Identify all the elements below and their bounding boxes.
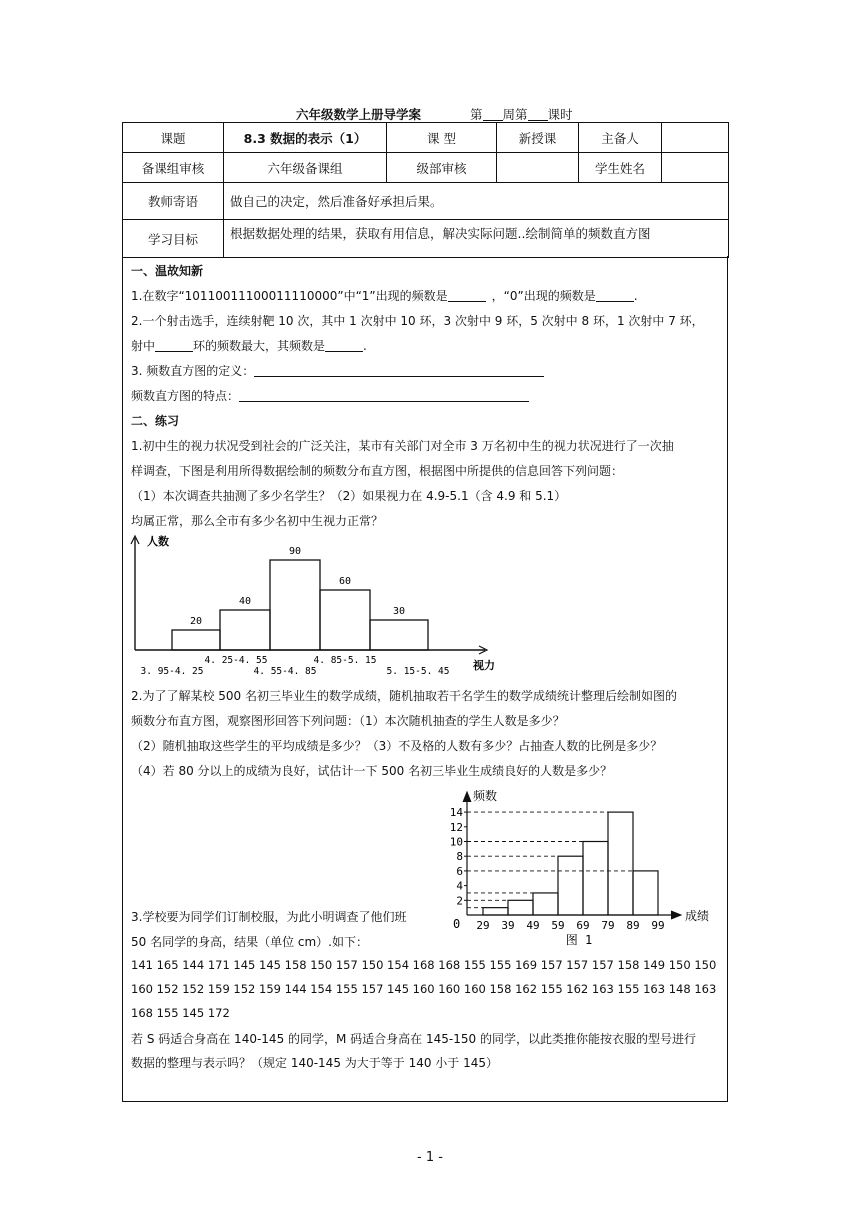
y-tick-14: 14: [449, 806, 463, 820]
info-row-learning-goal: [123, 220, 729, 258]
info-row-teacher-message: [123, 183, 729, 220]
student-name-value: [662, 153, 729, 183]
q2-blank-2[interactable]: [325, 339, 363, 352]
q1-text-c: .: [633, 289, 638, 303]
problem-1-line-3: （1）本次调查共抽测了多少名学生？（2）如果视力在 4.9-5.1（含 4.9 和 5.1）: [131, 489, 567, 503]
tick-label-3.95-4.25: 3. 95-4. 25: [140, 666, 204, 677]
group-review-value: 六年级备课组: [224, 153, 387, 183]
problem-2-line-3: （2）随机抽取这些学生的平均成绩是多少？（3）不及格的人数有多少？占抽查人数的比例是多少？: [131, 739, 663, 753]
x-tick-29: 29: [476, 919, 490, 932]
lesson-type-value: 新授课: [497, 123, 579, 153]
q2-blank-1[interactable]: [155, 339, 193, 352]
problem-1-line-1: 1.初中生的视力状况受到社会的广泛关注，某市有关部门对全市 3 万名初中生的视力状况进行了一次抽: [131, 439, 674, 453]
x-tick-89: 89: [626, 919, 640, 932]
week-label-middle: 周第: [502, 107, 528, 122]
teacher-message-value: 做自己的决定，然后准备好承担后果。: [224, 183, 729, 220]
q1-text-b: ，“0”出现的频数是: [491, 289, 596, 303]
question-1: [131, 287, 638, 304]
lesson-label-suffix: 课时: [547, 107, 573, 122]
problem-1-line-2: 样调查，下图是利用所得数据绘制的频数分布直方图，根据图中所提供的信息回答下列问题：: [131, 464, 624, 478]
lead-preparer-value: [662, 123, 729, 153]
y-axis-label: 人数: [147, 535, 169, 548]
y-tick-4: 4: [456, 879, 463, 893]
dept-review-label: 级部审核: [387, 153, 497, 183]
question-3-line-2: [131, 387, 529, 404]
x-axis-label: 成绩: [685, 909, 710, 923]
section2-heading: 二、练习: [131, 414, 180, 428]
section1-heading: 一、温故知新: [131, 264, 204, 278]
learning-goal-label: 学习目标: [123, 220, 224, 258]
topic-label: 课题: [123, 123, 224, 153]
q3-text-a: 3. 频数直方图的定义：: [131, 364, 255, 378]
height-data-line-2: 160 152 152 159 152 159 144 154 155 157 145 160 160 160 158 162 155 162 163 155 163 148 163: [131, 982, 717, 996]
x-tick-59: 59: [551, 919, 565, 932]
bar-49-59: [533, 893, 558, 915]
tick-label-4.85-5.15: 4. 85-5. 15: [313, 655, 377, 666]
problem-3-line-1: 3.学校要为同学们订制校服，为此小明调查了他们班: [131, 910, 407, 924]
bar-3.95-4.25: [172, 630, 220, 650]
y-tick-2: 2: [456, 894, 463, 908]
problem-3-line-2: 50 名同学的身高，结果（单位 cm）.如下：: [131, 935, 369, 949]
origin-label: 0: [453, 917, 461, 931]
bar-4.85-5.15: [320, 590, 370, 650]
figure-caption: 图 1: [565, 933, 593, 947]
info-row-review: [123, 153, 729, 183]
vision-histogram: [125, 530, 510, 682]
y-axis-label: 频数: [473, 789, 498, 803]
x-tick-69: 69: [576, 919, 590, 932]
dept-review-value: [497, 153, 579, 183]
q1-text-a: 1.在数字“10110011100011110000”中“1”出现的频数是: [131, 289, 448, 303]
week-label-prefix: 第: [470, 107, 483, 122]
data-label-4.25-4.55: 40: [238, 596, 252, 607]
q2-text-c: 环的频数最大，其频数是: [193, 339, 326, 353]
bar-4.55-4.85: [270, 560, 320, 650]
y-tick-8: 8: [456, 850, 463, 864]
x-axis-label: 视力: [473, 659, 495, 672]
problem-3-line-3: 若 S 码适合身高在 140-145 的同学，M 码适合身高在 145-150 的同学，以此类推你能按衣服的型号进行: [131, 1032, 696, 1046]
learning-goal-value: 根据数据处理的结果，获取有用信息，解决实际问题..绘制简单的频数直方图: [224, 220, 729, 258]
q3-blank-features[interactable]: [239, 389, 529, 402]
question-2-line-2: [131, 337, 367, 354]
page-number: - 1 -: [417, 1150, 443, 1165]
q1-blank-2[interactable]: [596, 289, 634, 302]
q1-blank-1[interactable]: [448, 289, 486, 302]
bar-4.25-4.55: [220, 610, 270, 650]
bar-79-89: [608, 812, 633, 915]
tick-label-4.55-4.85: 4. 55-4. 85: [253, 666, 317, 677]
tick-label-5.15-5.45: 5. 15-5. 45: [386, 666, 450, 677]
q2-text-b: 射中: [131, 339, 156, 353]
y-axis-arrow: [463, 792, 471, 802]
q3-text-b: 频数直方图的特点：: [131, 389, 240, 403]
student-name-label: 学生姓名: [579, 153, 662, 183]
document-title: 六年级数学上册导学案: [296, 107, 422, 122]
q3-blank-definition[interactable]: [254, 364, 544, 377]
problem-2-line-1: 2.为了了解某校 500 名初三毕业生的数学成绩，随机抽取若干名学生的数学成绩统计整理后绘制如图的: [131, 689, 677, 703]
problem-3-line-4: 数据的整理与表示吗？（规定 140-145 为大于等于 140 小于 145）: [131, 1056, 499, 1070]
teacher-message-label: 教师寄语: [123, 183, 224, 220]
lead-preparer-label: 主备人: [579, 123, 662, 153]
info-row-topic: [123, 123, 729, 153]
x-tick-99: 99: [651, 919, 665, 932]
tick-label-4.25-4.55: 4. 25-4. 55: [204, 655, 268, 666]
x-axis-arrow: [671, 911, 681, 919]
group-review-label: 备课组审核: [123, 153, 224, 183]
week-lesson-label: [470, 105, 573, 123]
info-table: [122, 122, 729, 258]
q2-text-d: .: [363, 339, 367, 353]
x-tick-49: 49: [526, 919, 540, 932]
week-blank: [483, 108, 503, 121]
data-label-4.85-5.15: 60: [338, 576, 352, 587]
bar-39-49: [508, 900, 533, 915]
y-tick-10: 10: [449, 835, 463, 849]
problem-2-line-4: （4）若 80 分以上的成绩为良好，试估计一下 500 名初三毕业生成绩良好的人数是多少？: [131, 764, 613, 778]
height-data-line-1: 141 165 144 171 145 145 158 150 157 150 154 168 168 155 155 169 157 157 157 158 149 150 150: [131, 958, 717, 972]
bar-5.15-5.45: [370, 620, 428, 650]
topic-value: 8.3 数据的表示（1）: [224, 123, 387, 153]
lesson-blank: [528, 108, 548, 121]
score-histogram: [415, 782, 710, 952]
problem-2-line-2: 频数分布直方图，观察图形回答下列问题：（1）本次随机抽查的学生人数是多少？: [131, 714, 565, 728]
bar-29-39: [483, 908, 508, 915]
question-3-line-1: [131, 362, 544, 379]
bar-59-69: [558, 856, 583, 915]
data-label-5.15-5.45: 30: [392, 606, 406, 617]
data-label-4.55-4.85: 90: [288, 546, 302, 557]
height-data-line-3: 168 155 145 172: [131, 1006, 230, 1020]
bar-89-99: [633, 871, 658, 915]
bar-69-79: [583, 842, 608, 916]
problem-1-line-4: 均属正常，那么全市有多少名初中生视力正常？: [131, 514, 384, 528]
question-2-line-1: 2.一个射击选手，连续射靶 10 次，其中 1 次射中 10 环，3 次射中 9 环，5 次射中 8 环，1 次射中 7 环，: [131, 314, 704, 328]
lesson-type-label: 课 型: [387, 123, 497, 153]
y-tick-12: 12: [449, 820, 463, 834]
x-tick-39: 39: [501, 919, 515, 932]
data-label-3.95-4.25: 20: [189, 616, 203, 627]
y-tick-6: 6: [456, 864, 463, 878]
x-tick-79: 79: [601, 919, 615, 932]
